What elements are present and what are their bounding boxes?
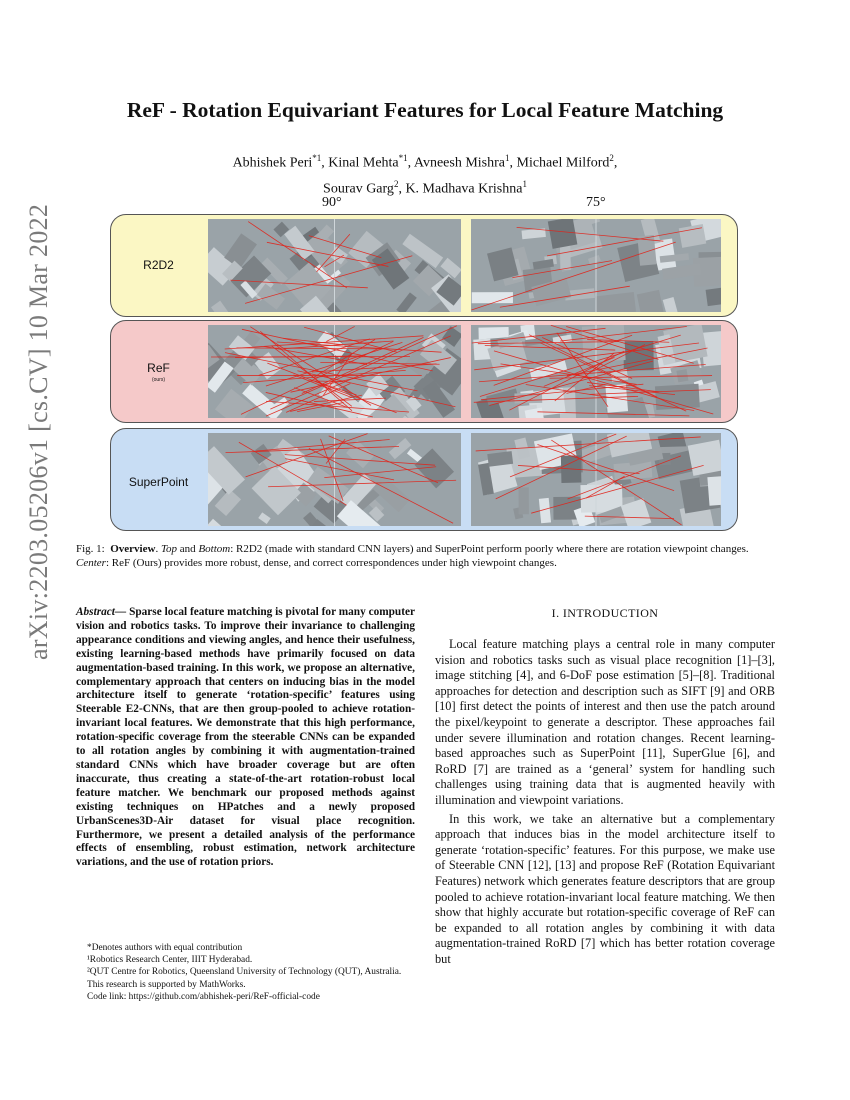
affiliation-mark: 2 bbox=[393, 178, 399, 189]
footnote: ¹Robotics Research Center, IIIT Hyderabad. bbox=[87, 955, 253, 966]
affiliation-mark: 1 bbox=[522, 178, 527, 189]
panel-label: R2D2 bbox=[143, 258, 174, 272]
figure-panel-ref bbox=[110, 320, 738, 423]
match-image-75 bbox=[471, 433, 721, 526]
abstract-heading: Abstract bbox=[76, 606, 115, 618]
match-image-90 bbox=[208, 433, 461, 526]
angle-label-90: 90° bbox=[322, 195, 342, 210]
angle-label-75: 75° bbox=[586, 195, 606, 210]
caption-center: Center bbox=[76, 557, 106, 569]
affiliation-mark: 2 bbox=[609, 153, 614, 163]
affiliation-mark: *1 bbox=[312, 153, 322, 163]
author-list: Abhishek Peri$^{*1}$, Kinal Mehta$^{*1}$, Avneesh Mishra$^1$, Michael Milford$^2$, Sourav Garg$^2$, K. Madhava Krishna$^1$ bbox=[232, 153, 618, 197]
affiliation-mark: 1 bbox=[505, 153, 510, 163]
abstract-text: Sparse local feature matching is pivotal for many computer vision and robotics tasks. To improve their invariance to challenging appearance conditions and viewing angles, and hence their usefulness, existing learning-based methods have primarily focused on data augmentation-based training. In this work, we propose an alternative, complementary approach that centers on inducing bias in the model architecture itself to generate ‘rotation-specific’ features using Steerable E2-CNNs, that are then group-pooled to achieve rotation-invariant local features. We demonstrate that this high performance, rotation-specific coverage from the steerable CNNs can be expanded to all rotation angles by combining it with augmentation-trained standard CNNs which have broader coverage but are often inaccurate, thus creating a state-of-the-art rotation-robust local feature matcher. We benchmark our proposed methods against existing techniques on HPatches and a newly proposed UrbanScenes3D-Air dataset for visual place recognition. Furthermore, we present a detailed analysis of the performance effects of ensembling, robust estimation, network architecture variations, and the use of rotation priors. bbox=[76, 606, 416, 869]
panel-label: SuperPoint bbox=[128, 475, 189, 489]
author-name: Abhishek Peri bbox=[232, 155, 313, 171]
caption-text: : R2D2 (made with standard CNN layers) and SuperPoint perform poorly where there are rotation viewpoint changes. bbox=[230, 543, 749, 555]
match-image-75 bbox=[471, 219, 721, 312]
panel-label: ReF bbox=[147, 361, 170, 375]
caption-top: Top bbox=[160, 543, 178, 555]
paragraph: In this work, we take an alternative but a complementary approach that induces bias in the model architecture itself to generate ‘rotation-specific’ features. For this purpose, we make use of Steerable CNN [12], [13] and propose ReF (Rotation Equivariant Features) network which generates feature descriptors that are group pooled to achieve rotation-invariant local feature matching. We then show that highly accurate but rotation-specific coverage of ReF can be expanded to all rotation angles by combining it with data augmentation-trained RoRD [7] which has better rotation coverage but bbox=[435, 811, 775, 966]
caption-title: Overview bbox=[110, 543, 156, 555]
caption-text: : ReF (Ours) provides more robust, dense, and correct correspondences under high viewpoint changes. bbox=[105, 557, 557, 569]
figure-panel-superpoint bbox=[110, 428, 738, 531]
author-name: K. Madhava Krishna bbox=[405, 181, 523, 197]
affiliation-mark: *1 bbox=[398, 153, 408, 163]
footnotes bbox=[76, 942, 421, 1003]
footnote: ²QUT Centre for Robotics, Queensland University of Technology (QUT), Australia. bbox=[87, 967, 402, 978]
introduction-body bbox=[435, 637, 775, 967]
section-title: I. INTRODUCTION bbox=[551, 606, 659, 620]
arxiv-stamp: arXiv:2203.05206v1 [cs.CV] 10 Mar 2022 bbox=[24, 203, 53, 660]
abstract: Abstract— Sparse local feature matching is pivotal for many computer vision and robotics tasks. To improve their invariance to challenging appearance conditions and viewing angles, and hence their usefulness, existing learning-based methods have primarily focused on data augmentation-based training. In this work, we propose an alternative, complementary approach that centers on inducing bias in the model architecture itself to generate ‘rotation-specific’ features using Steerable E2-CNNs, that are then group-pooled to achieve rotation-invariant local features. We demonstrate that this high performance, rotation-specific coverage from the steerable CNNs can be expanded to all rotation angles by combining it with augmentation-trained standard CNNs which have broader coverage but are often inaccurate, thus creating a state-of-the-art rotation-robust local feature matcher. We benchmark our proposed methods against existing techniques on HPatches and a newly proposed UrbanScenes3D-Air dataset for visual place recognition. Furthermore, we present a detailed analysis of the performance effects of ensembling, robust estimation, network architecture variations, and the use of rotation priors. bbox=[76, 606, 416, 869]
footnote: This research is supported by MathWorks. bbox=[87, 979, 246, 990]
figure-panel-r2d2 bbox=[110, 214, 738, 317]
caption-prefix: Fig. 1: bbox=[76, 543, 105, 555]
paper-title: ReF - Rotation Equivariant Features for Local Feature Matching bbox=[126, 98, 724, 122]
footnote: *Denotes authors with equal contribution bbox=[87, 943, 243, 953]
author-name: Michael Milford bbox=[516, 155, 610, 171]
footnote: Code link: https://github.com/abhishek-peri/ReF-official-code bbox=[87, 991, 320, 1002]
match-image-75 bbox=[471, 325, 721, 418]
author-name: Kinal Mehta bbox=[328, 155, 399, 171]
author-name: Avneesh Mishra bbox=[413, 155, 505, 171]
paragraph: Local feature matching plays a central role in many computer vision and robotics tasks such as visual place recognition [1]–[3], image stitching [4], and 6-DoF pose estimation [5]–[8]. Traditional approaches for detection and description such as SIFT [9] and ORB [10] first detect the points of interest and then use the patch around the pixel/keypoint to generate a descriptor. These approaches fail under severe illumination and rotation changes. Recent learning-based approaches such as SuperPoint [11], SuperGlue [6], and RoRD [7] are trained as a ‘general’ system for handling such challenges using training data that is augmented heavily with illumination and viewpoint variations. bbox=[435, 637, 775, 807]
caption-and: and bbox=[177, 543, 199, 555]
match-image-90 bbox=[208, 219, 461, 312]
panel-note: (ours) bbox=[151, 377, 166, 383]
figure-caption: Fig. 1: Overview. Top and Bottom: R2D2 (made with standard CNN layers) and SuperPoint perform poorly where there are rotation viewpoint changes. Center: ReF (Ours) provides more robust, dense, and correct correspondences under high viewpoint changes. bbox=[76, 543, 749, 569]
match-image-90 bbox=[208, 325, 461, 418]
caption-bottom: Bottom bbox=[198, 543, 231, 555]
author-name: Sourav Garg bbox=[323, 181, 394, 197]
